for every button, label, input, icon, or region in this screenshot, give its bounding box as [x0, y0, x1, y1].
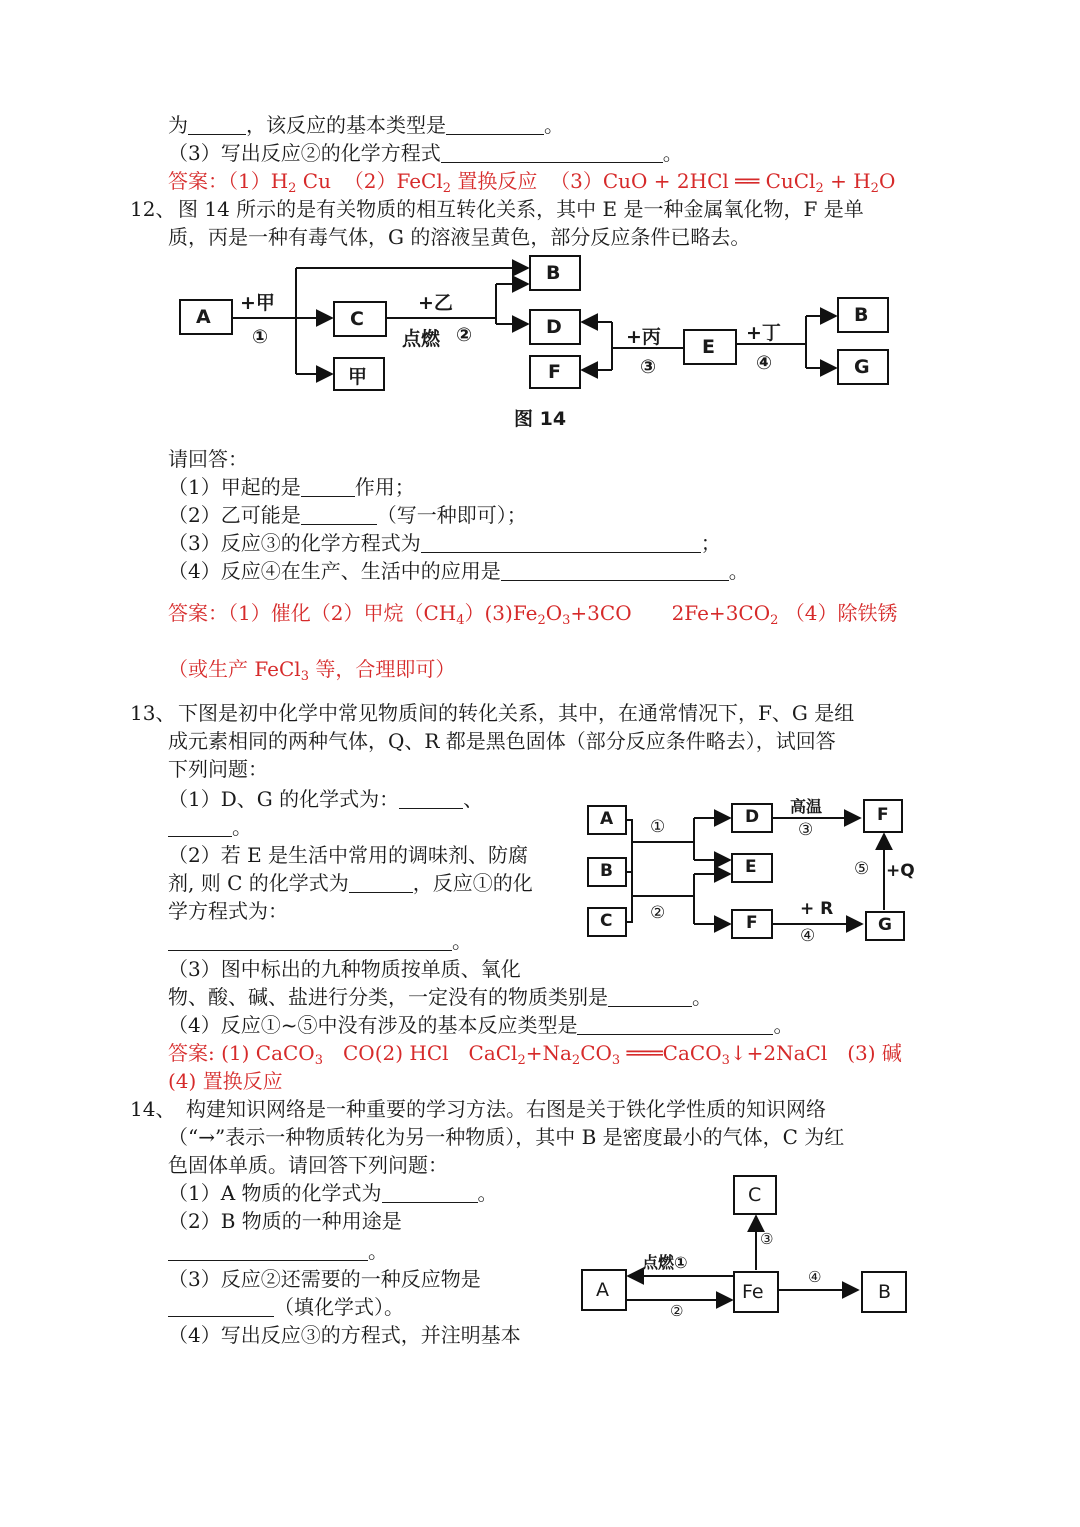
subscript: 2 — [870, 181, 879, 196]
node-C: C — [748, 1184, 762, 1206]
q12-stem-1: 图 14 所示的是有关物质的相互转化关系，其中 E 是一种金属氧化物，F 是单 — [178, 197, 864, 221]
node-F: F — [746, 913, 758, 933]
q12-ask: 请回答： — [168, 447, 248, 471]
subscript: 2 — [537, 613, 546, 628]
text: ，反应①的化 — [412, 871, 533, 895]
node-B: B — [600, 861, 613, 881]
q13-stem-1: 下图是初中化学中常见物质间的转化关系，其中，在通常情况下，F、G 是组 — [178, 701, 855, 725]
text: （4）反应④在生产、生活中的应用是 — [168, 559, 501, 583]
node-F: F — [548, 361, 561, 383]
text: （2）乙可能是 — [168, 503, 301, 527]
text: ）(3)Fe — [464, 601, 538, 625]
q14-stem-1: 构建知识网络是一种重要的学习方法。右图是关于铁化学性质的知识网络 — [186, 1097, 826, 1121]
text: Cu — [296, 169, 331, 193]
label-reaction-1: ① — [650, 817, 666, 837]
q13-sub-3a: （3）图中标出的九种物质按单质、氧化 — [168, 957, 521, 981]
figure-caption: 图 14 — [514, 408, 567, 430]
label-reaction-3: ③ — [760, 1230, 774, 1248]
q14-sub-2: （2）B 物质的一种用途是 — [168, 1209, 402, 1233]
text: 。 — [368, 1239, 388, 1263]
q14-sub-3: （3）反应②还需要的一种反应物是 — [168, 1267, 481, 1291]
text: CO — [580, 1041, 612, 1065]
text: O — [878, 169, 896, 193]
text: ═══CaCO — [620, 1041, 722, 1065]
text: 等，合理即可） — [308, 657, 456, 681]
node-C: C — [350, 308, 364, 330]
text: （写一种即可）； — [376, 503, 527, 527]
label-plus-R: + R — [800, 899, 834, 919]
q14-sub-4: （4）写出反应③的方程式，并注明基本 — [168, 1323, 521, 1347]
text: 答案：（1）催化（2）甲烷（CH — [168, 601, 457, 625]
label-reaction-2: ② — [670, 1302, 684, 1320]
text: 为 — [168, 113, 188, 137]
label-plus-bing: +丙 — [626, 326, 661, 348]
label-reaction-2: ② — [650, 903, 666, 923]
text: 剂, 则 C 的化学式为 — [168, 871, 349, 895]
text: （4）反应①~⑤中没有涉及的基本反应类型是 — [168, 1013, 578, 1037]
node-B: B — [546, 262, 561, 284]
label-plus-ding: +丁 — [746, 322, 781, 344]
subscript: 2 — [571, 1053, 581, 1068]
text: ，该反应的基本类型是 — [246, 113, 446, 137]
subscript: 3 — [721, 1053, 730, 1068]
q12-number: 12、 — [130, 197, 176, 221]
text: （1）A 物质的化学式为 — [168, 1181, 382, 1205]
q13-sub-2a: （2）若 E 是生活中常用的调味剂、防腐 — [168, 843, 529, 867]
node-E: E — [702, 336, 715, 358]
q14-stem-2: （“→”表示一种物质转化为另一种物质），其中 B 是密度最小的气体，C 为红 — [168, 1125, 845, 1149]
node-A: A — [596, 1279, 609, 1301]
text: +3CO 2Fe+3CO — [570, 601, 771, 625]
text: ↓+2NaCl (3) 碱 — [729, 1041, 902, 1065]
node-F2: F — [877, 805, 889, 825]
text: 。 — [728, 559, 749, 583]
node-D: D — [546, 316, 562, 338]
answer-label: 答案： — [168, 169, 228, 193]
node-B2: B — [854, 304, 869, 326]
subscript: 2 — [288, 181, 297, 196]
subscript: 2 — [517, 1053, 526, 1068]
label-reaction-3: ③ — [640, 356, 657, 378]
q13-number: 13、 — [130, 701, 176, 725]
text: （3）写出反应②的化学方程式 — [168, 141, 441, 165]
label-plus-yi: +乙 — [418, 292, 453, 314]
q14-stem-3: 色固体单质。请回答下列问题： — [168, 1153, 448, 1177]
node-G: G — [878, 915, 892, 935]
label-reaction-4: ④ — [800, 926, 816, 946]
text: 。 — [692, 985, 712, 1009]
subscript: 3 — [562, 613, 571, 628]
subscript: 2 — [770, 613, 779, 628]
label-reaction-1: ① — [252, 326, 269, 348]
subscript: 3 — [314, 1053, 323, 1068]
text: （填化学式）。 — [274, 1295, 404, 1319]
text: 。 — [477, 1181, 498, 1205]
node-D: D — [745, 807, 760, 827]
text: 、 — [463, 787, 484, 811]
text: 答案: (1) CaCO — [168, 1041, 315, 1065]
text: （或生产 FeCl — [168, 657, 301, 681]
text: 。 — [544, 113, 564, 137]
text: 置换反应 — [451, 169, 538, 193]
q13-stem-3: 下列问题： — [168, 757, 268, 781]
label-plus-jia: +甲 — [240, 292, 275, 314]
text: （3）CuO + 2HCl ══ CuCl — [550, 169, 816, 193]
subscript: 3 — [300, 669, 309, 684]
label-reaction-4: ④ — [756, 352, 773, 374]
text: 作用； — [354, 475, 415, 499]
q13-sub-2c: 学方程式为： — [168, 899, 288, 923]
label-reaction-3: ③ — [798, 820, 814, 840]
subscript: 2 — [442, 181, 452, 196]
label-reaction-5: ⑤ — [854, 859, 870, 879]
subscript: 3 — [611, 1053, 621, 1068]
node-B: B — [878, 1281, 892, 1303]
text: （2）FeCl — [343, 169, 443, 193]
node-C: C — [600, 911, 613, 931]
text: 。 — [662, 141, 683, 165]
label-plus-Q: +Q — [886, 861, 915, 881]
text: （1）H — [228, 169, 289, 193]
text: （3）反应③的化学方程式为 — [168, 531, 421, 555]
node-jia: 甲 — [348, 366, 368, 388]
label-reaction-4: ④ — [808, 1268, 822, 1286]
text: （1）D、G 的化学式为： — [168, 787, 400, 811]
node-A: A — [196, 306, 211, 328]
node-E: E — [745, 857, 757, 877]
q13-answer-2: (4) 置换反应 — [168, 1069, 283, 1093]
label-reaction-2: ② — [456, 324, 473, 346]
subscript: 4 — [456, 613, 465, 628]
text: （4）除铁锈 — [784, 601, 898, 625]
q14-number: 14、 — [130, 1097, 176, 1121]
text: 物、酸、碱、盐进行分类，一定没有的物质类别是 — [168, 985, 608, 1009]
text: 。 — [773, 1013, 794, 1037]
label-ignite-1: 点燃① — [642, 1253, 688, 1272]
node-A: A — [600, 809, 614, 829]
q13-stem-2: 成元素相同的两种气体，Q、R 都是黑色固体（部分反应条件略去），试回答 — [168, 729, 836, 753]
node-G: G — [854, 356, 870, 378]
text: O — [545, 601, 563, 625]
text: + H — [823, 169, 871, 193]
label-ignite: 点燃 — [402, 328, 441, 350]
text: CO(2) HCl CaCl — [323, 1041, 518, 1065]
q12-stem-2: 质，丙是一种有毒气体，G 的溶液呈黄色，部分反应条件已略去。 — [168, 225, 751, 249]
text: +Na — [525, 1041, 572, 1065]
label-high-temp: 高温 — [790, 797, 823, 816]
text: 。 — [232, 815, 252, 839]
text: ； — [700, 531, 721, 555]
node-Fe: Fe — [742, 1281, 764, 1303]
text: 。 — [452, 929, 472, 953]
subscript: 2 — [815, 181, 824, 196]
text: （1）甲起的是 — [168, 475, 301, 499]
